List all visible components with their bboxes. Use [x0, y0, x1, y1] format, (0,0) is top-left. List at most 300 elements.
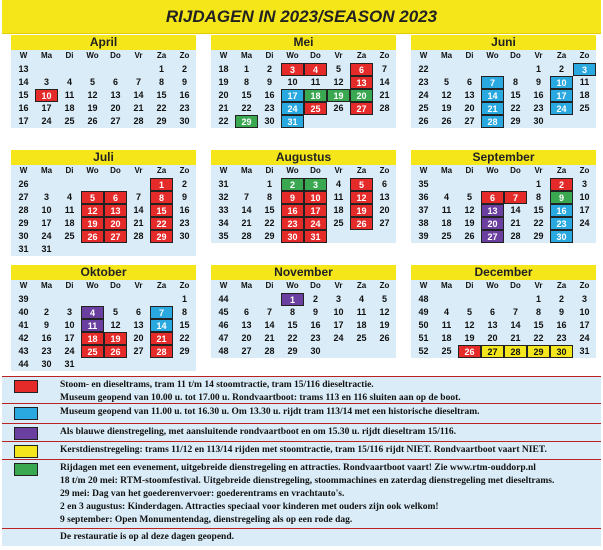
day-cell: 25: [304, 102, 327, 115]
day-cell: 20: [379, 205, 390, 215]
weekday-header: W: [419, 51, 428, 60]
day-cell: 27: [104, 230, 127, 243]
legend-text: Rijdagen met een evenement, uitgebreide dienstregeling en attracties. Rondvaartboot vaart! Zie www.rtm-ouddorp.nl: [60, 463, 536, 473]
day-cell: 2: [266, 64, 272, 74]
legend-row: [2, 423, 601, 442]
day-cell: 9: [181, 77, 187, 87]
day-cell: 16: [533, 90, 544, 100]
day-cell: 18: [579, 90, 590, 100]
day-cell: [104, 358, 127, 371]
legend-swatch: [14, 407, 38, 420]
day-cell: 19: [350, 204, 373, 217]
day-cell: 2: [281, 178, 304, 191]
day-cell: [435, 178, 458, 191]
day-cell: 19: [441, 103, 452, 113]
week-number: 43: [18, 346, 29, 356]
weekday-header: Ma: [440, 166, 453, 175]
day-cell: 2: [558, 294, 564, 304]
day-cell: 7: [504, 191, 527, 204]
day-cell: 31: [281, 115, 304, 128]
week-number: 34: [218, 218, 229, 228]
day-cell: 24: [281, 102, 304, 115]
day-cell: 30: [264, 116, 275, 126]
day-cell: 8: [512, 77, 518, 87]
day-cell: 31: [579, 346, 590, 356]
day-cell: 11: [441, 320, 452, 330]
day-cell: 4: [304, 63, 327, 76]
day-cell: 3: [581, 179, 587, 189]
day-cell: 31: [41, 244, 52, 254]
day-cell: [481, 293, 504, 306]
week-number: 25: [418, 103, 429, 113]
day-cell: 8: [289, 307, 295, 317]
day-cell: 15: [241, 90, 252, 100]
weekday-header: Za: [356, 51, 367, 60]
day-cell: 4: [81, 306, 104, 319]
day-cell: 25: [333, 218, 344, 228]
legend-text: 18 t/m 20 mei: RTM-stoomfestival. Uitgebreide dienstregeling, stoommachines en zaterdag dienstregeling met dieseltrams.: [60, 476, 555, 486]
day-cell: 22: [287, 333, 298, 343]
day-cell: 5: [335, 64, 341, 74]
day-cell: 5: [466, 192, 472, 202]
day-cell: [127, 243, 150, 256]
weekday-header: Do: [310, 166, 321, 175]
day-cell: 1: [535, 179, 541, 189]
day-cell: [58, 178, 81, 191]
week-number: 13: [18, 64, 29, 74]
day-cell: 20: [487, 333, 498, 343]
weekday-header: Wo: [486, 281, 499, 290]
day-cell: 19: [327, 89, 350, 102]
day-cell: 23: [41, 346, 52, 356]
week-number: 18: [218, 64, 229, 74]
month-september: [411, 150, 596, 243]
month-december: [411, 265, 596, 358]
week-number: 26: [418, 116, 429, 126]
day-cell: 7: [481, 76, 504, 89]
weekday-header: Vr: [334, 166, 343, 175]
day-cell: 4: [335, 179, 341, 189]
day-cell: 15: [533, 320, 544, 330]
day-cell: 11: [64, 90, 75, 100]
weekday-header: W: [19, 281, 28, 290]
day-cell: 19: [379, 320, 390, 330]
day-cell: 3: [43, 192, 49, 202]
week-number: 38: [418, 218, 429, 228]
day-cell: 13: [379, 192, 390, 202]
week-number: 35: [218, 231, 229, 241]
day-cell: [504, 293, 527, 306]
day-cell: [35, 293, 58, 306]
day-cell: 21: [133, 103, 144, 113]
day-cell: 28: [481, 115, 504, 128]
day-cell: 15: [533, 205, 544, 215]
day-cell: 26: [104, 345, 127, 358]
weekday-header: Vr: [534, 281, 543, 290]
month-juni: [411, 35, 596, 128]
day-cell: 7: [150, 306, 173, 319]
month-augustus: [211, 150, 396, 243]
week-number: 35: [418, 179, 429, 189]
weekday-header: Wo: [286, 281, 299, 290]
week-number: 46: [218, 320, 229, 330]
week-number: 33: [218, 205, 229, 215]
week-number: 42: [18, 333, 29, 343]
week-number: 39: [418, 231, 429, 241]
day-cell: 23: [179, 218, 190, 228]
day-cell: 3: [43, 77, 49, 87]
day-cell: 30: [41, 359, 52, 369]
day-cell: 29: [533, 231, 544, 241]
day-cell: [235, 293, 258, 306]
day-cell: 4: [443, 192, 449, 202]
day-cell: [458, 63, 481, 76]
day-cell: [104, 63, 127, 76]
day-cell: 16: [281, 204, 304, 217]
weekday-header: Di: [265, 281, 274, 290]
weekday-header: Zo: [379, 51, 390, 60]
legend-text: 2 en 3 augustus: Kinderdagen. Attracties speciaal voor kinderen met ouders zijn ook welkom!: [60, 502, 439, 512]
day-cell: 25: [441, 346, 452, 356]
day-cell: 26: [441, 116, 452, 126]
week-number: 51: [418, 333, 429, 343]
day-cell: 7: [512, 307, 518, 317]
day-cell: 17: [41, 103, 52, 113]
day-cell: 22: [241, 103, 252, 113]
week-number: 36: [418, 192, 429, 202]
day-cell: 16: [556, 320, 567, 330]
day-cell: 6: [104, 191, 127, 204]
weekday-header: Ma: [440, 281, 453, 290]
day-cell: 14: [133, 90, 144, 100]
day-cell: 28: [241, 231, 252, 241]
week-number: 22: [218, 116, 229, 126]
day-cell: 5: [350, 178, 373, 191]
day-cell: 25: [64, 231, 75, 241]
day-cell: [127, 358, 150, 371]
legend-text: Stoom- en dieseltrams, tram 11 t/m 14 stoomtractie, tram 15/116 dieseltractie.: [60, 380, 374, 390]
day-cell: 27: [241, 346, 252, 356]
weekday-header: Ma: [440, 51, 453, 60]
day-cell: [58, 293, 81, 306]
week-number: 48: [218, 346, 229, 356]
weekday-header: Do: [310, 281, 321, 290]
day-cell: 18: [441, 218, 452, 228]
day-cell: 20: [350, 89, 373, 102]
day-cell: 17: [41, 218, 52, 228]
day-cell: 26: [333, 103, 344, 113]
day-cell: 11: [310, 77, 321, 87]
day-cell: 27: [133, 346, 144, 356]
day-cell: 6: [112, 77, 118, 87]
day-cell: 9: [266, 77, 272, 87]
day-cell: 4: [443, 307, 449, 317]
month-title: Oktober: [11, 265, 196, 280]
day-cell: 12: [464, 205, 475, 215]
day-cell: 13: [110, 90, 121, 100]
day-cell: [573, 230, 596, 243]
day-cell: 27: [481, 230, 504, 243]
week-number: 23: [418, 77, 429, 87]
week-number: 50: [418, 320, 429, 330]
day-cell: 28: [133, 116, 144, 126]
day-cell: 3: [573, 63, 596, 76]
day-cell: 29: [150, 230, 173, 243]
day-cell: 18: [356, 320, 367, 330]
weekday-header: Di: [65, 281, 74, 290]
day-cell: 6: [489, 307, 495, 317]
month-title: December: [411, 265, 596, 280]
week-number: 47: [218, 333, 229, 343]
day-cell: 13: [487, 320, 498, 330]
day-cell: 8: [158, 77, 164, 87]
day-cell: 16: [264, 90, 275, 100]
day-cell: 24: [64, 346, 75, 356]
day-cell: 25: [356, 333, 367, 343]
day-cell: 30: [550, 230, 573, 243]
day-cell: 1: [181, 294, 187, 304]
weekday-header: Zo: [579, 51, 590, 60]
day-cell: 17: [579, 205, 590, 215]
day-cell: 23: [310, 333, 321, 343]
day-cell: 23: [281, 217, 304, 230]
day-cell: 13: [133, 320, 144, 330]
legend-text: 9 september: Open Monumentendag, dienstregeling als op een rode dag.: [60, 515, 353, 525]
day-cell: 26: [458, 345, 481, 358]
legend-row: [2, 376, 601, 404]
week-number: 31: [218, 179, 229, 189]
day-cell: 24: [333, 333, 344, 343]
day-cell: 1: [281, 293, 304, 306]
day-cell: 18: [333, 205, 344, 215]
day-cell: 13: [481, 204, 504, 217]
day-cell: [304, 115, 327, 128]
day-cell: 2: [181, 64, 187, 74]
day-cell: 17: [333, 320, 344, 330]
month-title: Mei: [211, 35, 396, 50]
day-cell: [573, 115, 596, 128]
day-cell: 26: [464, 231, 475, 241]
day-cell: 30: [281, 230, 304, 243]
day-cell: [373, 230, 396, 243]
day-cell: 17: [550, 89, 573, 102]
day-cell: 8: [150, 191, 173, 204]
day-cell: 5: [81, 191, 104, 204]
day-cell: 7: [266, 307, 272, 317]
day-cell: 18: [304, 89, 327, 102]
weekday-header: Do: [310, 51, 321, 60]
week-number: 26: [18, 179, 29, 189]
day-cell: 13: [464, 90, 475, 100]
day-cell: 16: [179, 205, 190, 215]
day-cell: 11: [81, 319, 104, 332]
day-cell: 14: [133, 205, 144, 215]
day-cell: 26: [81, 230, 104, 243]
day-cell: 19: [464, 333, 475, 343]
weekday-header: Za: [156, 51, 167, 60]
day-cell: 10: [304, 191, 327, 204]
day-cell: 2: [312, 294, 318, 304]
day-cell: 23: [550, 217, 573, 230]
day-cell: 28: [379, 103, 390, 113]
weekday-header: Di: [65, 166, 74, 175]
day-cell: [481, 63, 504, 76]
day-cell: 12: [110, 320, 121, 330]
weekday-header: Zo: [179, 51, 190, 60]
day-cell: 28: [264, 346, 275, 356]
day-cell: 21: [264, 333, 275, 343]
week-number: 41: [18, 320, 29, 330]
day-cell: 3: [335, 294, 341, 304]
day-cell: [327, 115, 350, 128]
day-cell: 6: [381, 179, 387, 189]
weekday-header: W: [219, 281, 228, 290]
day-cell: 4: [66, 77, 72, 87]
day-cell: 18: [81, 332, 104, 345]
day-cell: 30: [310, 346, 321, 356]
day-cell: 31: [304, 230, 327, 243]
weekday-header: Zo: [579, 166, 590, 175]
day-cell: 1: [535, 294, 541, 304]
week-number: 22: [418, 64, 429, 74]
weekday-header: W: [419, 281, 428, 290]
week-number: 16: [18, 103, 29, 113]
weekday-header: Wo: [86, 166, 99, 175]
day-cell: 30: [179, 231, 190, 241]
day-cell: 9: [43, 320, 49, 330]
week-number: 48: [418, 294, 429, 304]
month-title: April: [11, 35, 196, 50]
week-number: 24: [418, 90, 429, 100]
weekday-header: Zo: [579, 281, 590, 290]
day-cell: 28: [133, 231, 144, 241]
month-mei: [211, 35, 396, 128]
legend-swatch: [14, 445, 38, 458]
week-number: 17: [18, 116, 29, 126]
day-cell: 22: [150, 217, 173, 230]
day-cell: 10: [333, 307, 344, 317]
day-cell: 2: [550, 178, 573, 191]
day-cell: 11: [579, 77, 590, 87]
day-cell: [81, 63, 104, 76]
day-cell: 18: [441, 333, 452, 343]
day-cell: 1: [266, 179, 272, 189]
weekday-header: Vr: [534, 166, 543, 175]
day-cell: 3: [581, 294, 587, 304]
month-title: Augustus: [211, 150, 396, 165]
day-cell: 8: [181, 307, 187, 317]
weekday-header: Do: [110, 51, 121, 60]
day-cell: 1: [535, 64, 541, 74]
week-number: 40: [18, 307, 29, 317]
day-cell: 15: [179, 320, 190, 330]
day-cell: 23: [533, 103, 544, 113]
day-cell: 21: [133, 218, 144, 228]
day-cell: 25: [579, 103, 590, 113]
day-cell: 20: [110, 103, 121, 113]
day-cell: 21: [379, 90, 390, 100]
day-cell: 12: [333, 77, 344, 87]
day-cell: 22: [179, 333, 190, 343]
week-number: 31: [18, 244, 29, 254]
legend-swatch: [14, 380, 38, 393]
day-cell: 29: [235, 115, 258, 128]
day-cell: 19: [87, 103, 98, 113]
day-cell: 3: [66, 307, 72, 317]
week-number: 32: [218, 192, 229, 202]
day-cell: 19: [104, 332, 127, 345]
day-cell: 3: [281, 63, 304, 76]
month-juli: [11, 150, 196, 256]
day-cell: 23: [264, 103, 275, 113]
week-number: 30: [18, 231, 29, 241]
day-cell: 5: [89, 77, 95, 87]
weekday-header: Vr: [134, 51, 143, 60]
week-number: 49: [418, 307, 429, 317]
legend-text: Museum geopend van 10.00 u. tot 17.00 u. Rondvaartboot: trams 113 en 116 sluiten aan op de boot.: [60, 393, 461, 403]
day-cell: 24: [41, 116, 52, 126]
legend-row: [2, 459, 601, 529]
day-cell: 6: [466, 77, 472, 87]
day-cell: 15: [156, 90, 167, 100]
day-cell: [458, 293, 481, 306]
weekday-header: Wo: [86, 281, 99, 290]
weekday-header: Di: [65, 51, 74, 60]
day-cell: [327, 345, 350, 358]
day-cell: 20: [104, 217, 127, 230]
day-cell: 20: [481, 217, 504, 230]
legend-text: 29 mei: Dag van het goederenvervoer: goederentrams en vrachtauto's.: [60, 489, 345, 499]
weekday-header: Do: [110, 166, 121, 175]
day-cell: 18: [64, 103, 75, 113]
week-number: 15: [18, 90, 29, 100]
weekday-header: Wo: [286, 166, 299, 175]
day-cell: [150, 293, 173, 306]
day-cell: 5: [443, 77, 449, 87]
day-cell: 26: [379, 333, 390, 343]
week-number: 14: [18, 77, 29, 87]
weekday-header: Za: [556, 281, 567, 290]
weekday-header: Wo: [486, 166, 499, 175]
day-cell: 2: [43, 307, 49, 317]
day-cell: 30: [533, 116, 544, 126]
weekday-header: Di: [465, 51, 474, 60]
weekday-header: Do: [110, 281, 121, 290]
day-cell: 24: [41, 231, 52, 241]
day-cell: 27: [379, 218, 390, 228]
day-cell: [235, 178, 258, 191]
day-cell: 15: [264, 205, 275, 215]
day-cell: 25: [441, 231, 452, 241]
day-cell: 5: [466, 307, 472, 317]
day-cell: 17: [281, 89, 304, 102]
day-cell: 15: [150, 204, 173, 217]
day-cell: 12: [379, 307, 390, 317]
day-cell: [373, 115, 396, 128]
day-cell: 28: [150, 345, 173, 358]
day-cell: 21: [150, 332, 173, 345]
month-title: November: [211, 265, 396, 280]
day-cell: 19: [81, 217, 104, 230]
day-cell: 12: [87, 90, 98, 100]
weekday-header: Di: [465, 166, 474, 175]
month-oktober: [11, 265, 196, 371]
day-cell: [58, 243, 81, 256]
day-cell: [35, 63, 58, 76]
weekday-header: Vr: [334, 51, 343, 60]
day-cell: 8: [535, 192, 541, 202]
weekday-header: Za: [356, 166, 367, 175]
